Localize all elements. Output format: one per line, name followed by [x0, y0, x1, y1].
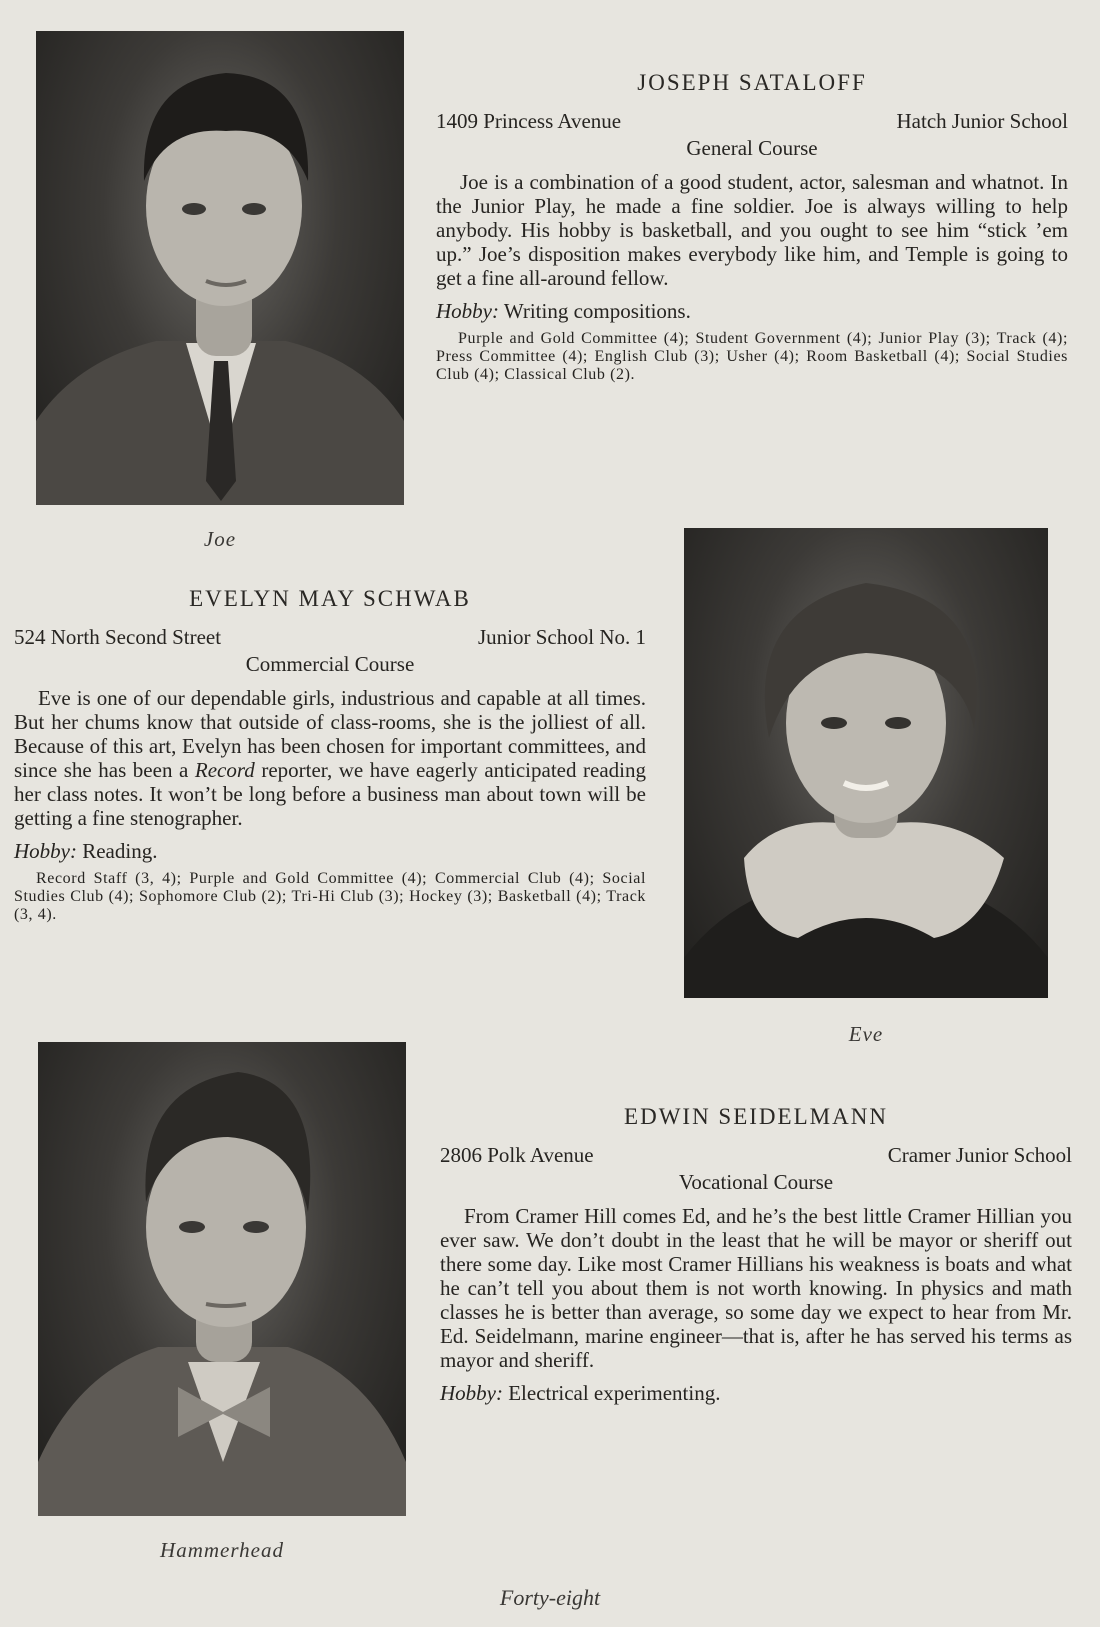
address-line: [14, 624, 646, 650]
hobby-value: Writing compositions.: [503, 299, 691, 323]
portrait-joseph-sataloff: [36, 31, 404, 505]
portrait-edwin-illustration: [38, 1042, 406, 1516]
student-name: EVELYN MAY SCHWAB: [189, 586, 471, 611]
home-address: 1409 Princess Avenue: [436, 109, 622, 133]
course-name: Commercial Course: [245, 652, 415, 676]
biography-part-2: reporter, we have eagerly anticipated reading her class notes. It won’t be long before a business man about town will be getting a fine stenographer.: [14, 758, 647, 830]
hobby-line: [440, 1378, 1072, 1408]
hobby-label: Hobby:: [436, 299, 499, 323]
junior-school: Hatch Junior School: [896, 109, 1068, 133]
biography-italic-record: Record: [194, 758, 255, 782]
nickname-caption-eve: Eve: [848, 1022, 884, 1046]
portrait-evelyn-illustration: [684, 528, 1048, 998]
hobby-line: [14, 836, 646, 866]
hobby-label: Hobby:: [440, 1381, 503, 1405]
home-address: 524 North Second Street: [14, 625, 222, 649]
entry-joseph-sataloff: [436, 70, 1068, 384]
activities-list: Purple and Gold Committee (4); Student Government (4); Junior Play (3); Track (4); Press Committee (4); English Club (3); Usher (4); Room Basketball (4); Social Studies Club (4); Classical Club (2).: [436, 330, 1068, 383]
biography-part-1: Eve is one of our dependable girls, industrious and capable at all times. But her chums know that outside of class-rooms, she is the jolliest of all. Because of this art, Evelyn has been chosen for important committees, and since she has been a: [14, 686, 646, 782]
hobby-label: Hobby:: [14, 839, 77, 863]
home-address: 2806 Polk Avenue: [440, 1143, 594, 1167]
biography: Joe is a combination of a good student, actor, salesman and whatnot. In the Junior Play, he made a fine soldier. Joe is always willing to help anybody. His hobby is basketball, and you ought to see him “stick ’em up.” Joe’s disposition makes everybody like him, and Temple is going to get a fine all-around fellow.: [436, 170, 1068, 290]
nickname-caption-hammerhead: Hammerhead: [160, 1538, 284, 1562]
entry-evelyn-may-schwab: [14, 586, 646, 924]
hobby-line: [436, 296, 1068, 326]
hobby-value: Electrical experimenting.: [508, 1381, 721, 1405]
address-line: [436, 108, 1068, 134]
biography: [14, 686, 646, 830]
nickname-caption-joe: Joe: [203, 527, 237, 551]
student-name: JOSEPH SATALOFF: [637, 70, 867, 95]
hobby-value: Reading.: [82, 839, 158, 863]
entry-edwin-seidelmann: [440, 1104, 1072, 1408]
junior-school: Junior School No. 1: [478, 625, 646, 649]
junior-school: Cramer Junior School: [887, 1143, 1072, 1167]
portrait-evelyn-may-schwab: [684, 528, 1048, 998]
portrait-edwin-seidelmann: [38, 1042, 406, 1516]
course-name: Vocational Course: [678, 1170, 834, 1194]
student-name: EDWIN SEIDELMANN: [624, 1104, 888, 1129]
course-name: General Course: [686, 136, 818, 160]
portrait-joseph-illustration: [36, 31, 404, 505]
biography: From Cramer Hill comes Ed, and he’s the best little Cramer Hillian you ever saw. We don’t doubt in the least that he will be mayor or sheriff out there some day. Like most Cramer Hillians his weakness is boats and what he can’t tell you about them is not worth knowing. In physics and math classes he is better than average, so some day we expect to hear from Mr. Ed. Seidelmann, marine engineer—that is, after he has served his terms as mayor and sheriff.: [440, 1204, 1072, 1372]
address-line: [440, 1142, 1072, 1168]
page-number: Forty-eight: [499, 1585, 601, 1610]
activities-list: Record Staff (3, 4); Purple and Gold Committee (4); Commercial Club (4); Social Studies Club (4); Sophomore Club (2); Tri-Hi Club (3); Hockey (3); Basketball (4); Track (3, 4).: [14, 870, 646, 923]
